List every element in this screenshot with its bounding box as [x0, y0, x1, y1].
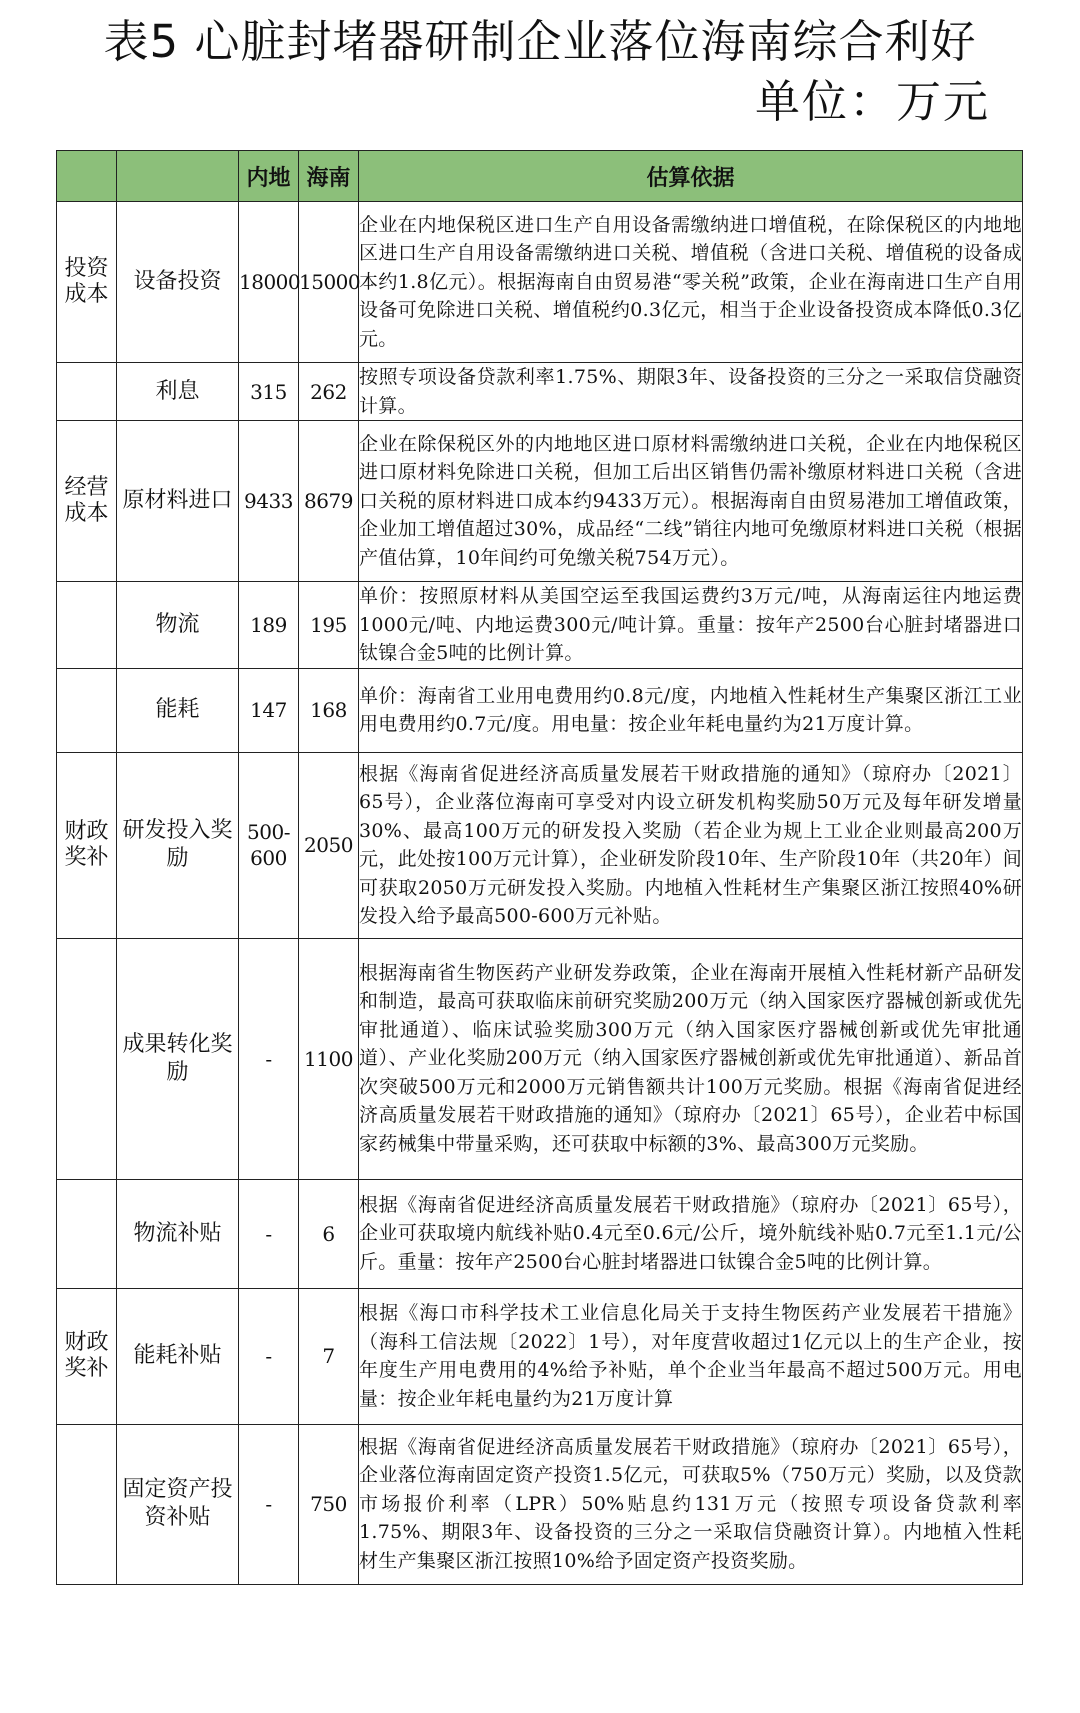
row-mainland-value: 315 — [239, 363, 299, 421]
row-basis: 单价：按照原材料从美国空运至我国运费约3万元/吨，从海南运往内地运费1000元/吨、内地运费300元/吨计算。重量：按年产2500台心脏封堵器进口钛镍合金5吨的比例计算。 — [359, 582, 1023, 669]
benefits-table — [56, 150, 1023, 1585]
row-item: 能耗 — [117, 668, 239, 752]
table-row — [57, 1288, 1023, 1424]
row-item: 能耗补贴 — [117, 1288, 239, 1424]
row-basis: 根据《海南省促进经济高质量发展若干财政措施》（琼府办〔2021〕65号），企业落位海南固定资产投资1.5亿元，可获取5%（750万元）奖励，以及贷款市场报价利率（LPR）50%贴息约131万元（按照专项设备贷款利率1.75%、期限3年、设备投资的三分之一采取信贷融资计算）。内地植入性耗材生产集聚区浙江按照10%给予固定资产投资奖励。 — [359, 1424, 1023, 1584]
row-mainland-value: - — [239, 1424, 299, 1584]
row-mainland-value: - — [239, 938, 299, 1179]
row-mainland-value: 147 — [239, 668, 299, 752]
table-row — [57, 363, 1023, 421]
row-item: 原材料进口 — [117, 421, 239, 582]
row-item: 物流 — [117, 582, 239, 669]
row-hainan-value: 15000 — [299, 202, 359, 363]
row-hainan-value: 262 — [299, 363, 359, 421]
row-item: 研发投入奖励 — [117, 752, 239, 938]
header-item — [117, 151, 239, 202]
row-basis: 企业在内地保税区进口生产自用设备需缴纳进口增值税，在除保税区的内地地区进口生产自用设备需缴纳进口关税、增值税（含进口关税、增值税的设备成本约1.8亿元）。根据海南自由贸易港“零关税”政策，企业在海南进口生产自用设备可免除进口关税、增值税约0.3亿元，相当于企业设备投资成本降低0.3亿元。 — [359, 202, 1023, 363]
row-hainan-value: 195 — [299, 582, 359, 669]
row-hainan-value: 6 — [299, 1179, 359, 1288]
row-mainland-value: 189 — [239, 582, 299, 669]
row-category: 经营 成本 — [57, 421, 117, 582]
row-item: 固定资产投资补贴 — [117, 1424, 239, 1584]
page-title: 表5 心脏封堵器研制企业落位海南综合利好 — [103, 15, 977, 68]
row-category — [57, 1424, 117, 1584]
row-hainan-value: 168 — [299, 668, 359, 752]
row-category: 财政 奖补 — [57, 752, 117, 938]
table-header-row — [57, 151, 1023, 202]
row-mainland-value: 18000 — [239, 202, 299, 363]
row-category — [57, 1179, 117, 1288]
table-row — [57, 752, 1023, 938]
row-basis: 企业在除保税区外的内地地区进口原材料需缴纳进口关税，企业在内地保税区进口原材料免除进口关税，但加工后出区销售仍需补缴原材料进口关税（含进口关税的原材料进口成本约9433万元）。根据海南自由贸易港加工增值政策，企业加工增值超过30%，成品经“二线”销往内地可免缴原材料进口关税（根据产值估算，10年间约可免缴关税754万元）。 — [359, 421, 1023, 582]
table-row — [57, 668, 1023, 752]
row-category — [57, 668, 117, 752]
header-basis: 估算依据 — [359, 151, 1023, 202]
row-mainland-value: 9433 — [239, 421, 299, 582]
row-basis: 根据《海南省促进经济高质量发展若干财政措施》（琼府办〔2021〕65号），企业可获取境内航线补贴0.4元至0.6元/公斤，境外航线补贴0.7元至1.1元/公斤。重量：按年产2500台心脏封堵器进口钛镍合金5吨的比例计算。 — [359, 1179, 1023, 1288]
row-hainan-value: 2050 — [299, 752, 359, 938]
row-item: 物流补贴 — [117, 1179, 239, 1288]
row-item: 设备投资 — [117, 202, 239, 363]
row-basis: 按照专项设备贷款利率1.75%、期限3年、设备投资的三分之一采取信贷融资计算。 — [359, 363, 1023, 421]
table-row — [57, 202, 1023, 363]
row-category: 财政 奖补 — [57, 1288, 117, 1424]
row-mainland-value: 500- 600 — [239, 752, 299, 938]
row-hainan-value: 7 — [299, 1288, 359, 1424]
row-item: 利息 — [117, 363, 239, 421]
table-row — [57, 421, 1023, 582]
row-item: 成果转化奖励 — [117, 938, 239, 1179]
table-row — [57, 582, 1023, 669]
row-mainland-value: - — [239, 1179, 299, 1288]
unit-label: 单位：万元 — [754, 75, 990, 128]
header-category — [57, 151, 117, 202]
row-hainan-value: 1100 — [299, 938, 359, 1179]
table-row — [57, 1424, 1023, 1584]
row-hainan-value: 8679 — [299, 421, 359, 582]
row-basis: 根据海南省生物医药产业研发券政策，企业在海南开展植入性耗材新产品研发和制造，最高可获取临床前研究奖励200万元（纳入国家医疗器械创新或优先审批通道）、临床试验奖励300万元（纳入国家医疗器械创新或优先审批通道）、产业化奖励200万元（纳入国家医疗器械创新或优先审批通道）、新品首次突破500万元和2000万元销售额共计100万元奖励。根据《海南省促进经济高质量发展若干财政措施的通知》（琼府办〔2021〕65号），企业若中标国家药械集中带量采购，还可获取中标额的3%、最高300万元奖励。 — [359, 938, 1023, 1179]
row-category: 投资 成本 — [57, 202, 117, 363]
row-basis: 根据《海口市科学技术工业信息化局关于支持生物医药产业发展若干措施》（海科工信法规〔2022〕1号），对年度营收超过1亿元以上的生产企业，按年度生产用电费用的4%给予补贴，单个企业当年最高不超过500万元。用电量：按企业年耗电量约为21万度计算 — [359, 1288, 1023, 1424]
header-hainan: 海南 — [299, 151, 359, 202]
table-row — [57, 1179, 1023, 1288]
row-category — [57, 938, 117, 1179]
table-row — [57, 938, 1023, 1179]
row-category — [57, 363, 117, 421]
row-basis: 单价：海南省工业用电费用约0.8元/度，内地植入性耗材生产集聚区浙江工业用电费用约0.7元/度。用电量：按企业年耗电量约为21万度计算。 — [359, 668, 1023, 752]
row-basis: 根据《海南省促进经济高质量发展若干财政措施的通知》（琼府办〔2021〕65号），企业落位海南可享受对内设立研发机构奖励50万元及每年研发增量30%、最高100万元的研发投入奖励（若企业为规上工业企业则最高200万元，此处按100万元计算），企业研发阶段10年、生产阶段10年（共20年）间可获取2050万元研发投入奖励。内地植入性耗材生产集聚区浙江按照40%研发投入给予最高500-600万元补贴。 — [359, 752, 1023, 938]
row-category — [57, 582, 117, 669]
header-mainland: 内地 — [239, 151, 299, 202]
row-mainland-value: - — [239, 1288, 299, 1424]
row-hainan-value: 750 — [299, 1424, 359, 1584]
